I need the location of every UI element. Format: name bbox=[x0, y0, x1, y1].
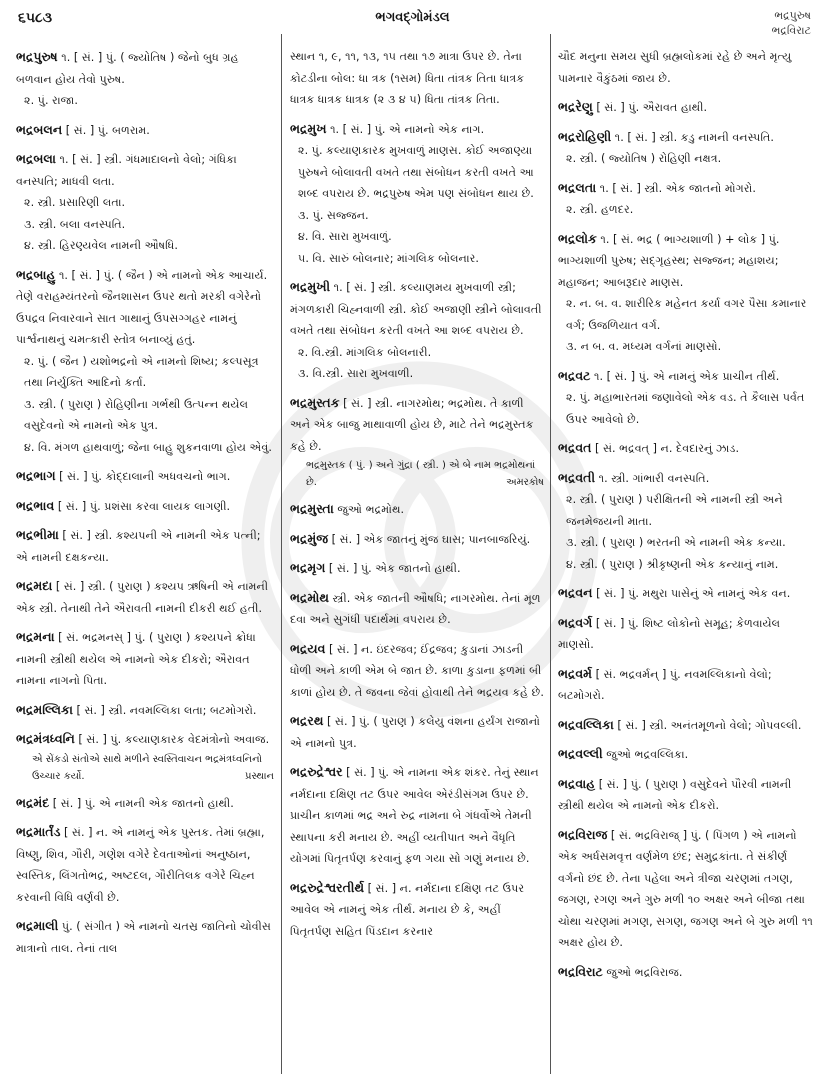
guide-word-last: ભદ્રવિરાટ bbox=[771, 24, 811, 37]
definition: [ સં. ] ન. નર્મદાના દક્ષિણ તટ ઉપર આવેલ એ નામનું એક તીર્થ. મનાય છે કે, અહીં પિતૃતર્પણ સહિત પિંડદાન કરનાર bbox=[290, 881, 525, 938]
headword: ભદ્રવિરાજ bbox=[558, 826, 608, 842]
definition: [ સં. ] સ્ત્રી. નવમલ્લિકા લતા; બટમોગરો. bbox=[76, 703, 257, 717]
usage-quote bbox=[290, 457, 544, 491]
headword: ભદ્રભાવ bbox=[16, 497, 55, 513]
headword: ભદ્રમુસ્તક bbox=[290, 394, 340, 410]
sub-sense: ૨. પું. ( જૈન ) યશોભદ્રનો એ નામનો શિષ્ય; કલ્પસૂત્ર તથા નિર્યુક્તિ આદિનો કર્તા. bbox=[24, 354, 259, 389]
column-divider bbox=[281, 34, 282, 1074]
headword: ભદ્રભીમા bbox=[16, 527, 59, 542]
continued-text: ચૌદ મનુના સમય સુધી બ્રહ્મલોકમાં રહે છે અને મૃત્યુ પામનાર વૈકુંઠમાં જાય છે. bbox=[558, 50, 792, 85]
definition: ૧. [ સં. ભદ્ર ( ભાગ્યશાળી ) + લોક ] પું. ભાગ્યશાળી પુરુષ; સદ્ગૃહસ્થ; સજ્જન; મહાશય; મહાજન; આબરૂદાર માણસ. bbox=[558, 232, 780, 289]
sub-sense: ૫. વિ. સારું બોલનાર; માંગલિક બોલનાર. bbox=[298, 251, 479, 265]
sub-sense: ૩. ન બ. વ. મધ્યમ વર્ગનાં માણસો. bbox=[566, 340, 722, 353]
dictionary-entry bbox=[558, 824, 816, 954]
definition: જુઓ ભદ્રવિરાજ. bbox=[606, 965, 683, 979]
dictionary-entry bbox=[16, 728, 274, 785]
sub-sense: ૪. વિ. મંગળ હાથવાળું; જેના બાહુ શુકનવાળા હોય એવું. bbox=[24, 440, 272, 454]
dictionary-entry bbox=[16, 264, 274, 459]
dictionary-entry bbox=[290, 392, 544, 492]
definition: [ સં. ભદ્રવત્ ] ન. દેવદારનું ઝાડ. bbox=[595, 442, 740, 455]
dictionary-entry bbox=[558, 96, 816, 119]
definition: [ સં. ] પું. એ નામની એક જાતનો હાથી. bbox=[52, 796, 234, 810]
definition: [ સં. ] પું. એ નામના એક શંકર. તેનું સ્થાન નર્મદાના દક્ષિણ તટ ઉપર આવેલ એરંડીસંગમ ઉપર છે. પ્રાચીન કાળમાં ભદ્ર અને રુદ્ર નામના બે ગંધર્વોએ તેમની સ્થાપના કરી મનાય છે. અહીં વ્યતીપાત અને વૈધૃતિ યોગમાં પિતૃતર્પણ કરવાનું ફળ ગયા સો ગણું મનાય છે. bbox=[290, 766, 539, 865]
sub-sense: ૩. વિ.સ્ત્રી. સારા મુખવાળી. bbox=[298, 367, 414, 380]
headword: ભદ્રયવ bbox=[290, 640, 326, 656]
dictionary-entry bbox=[16, 792, 274, 815]
definition: ૧. [ સં. ] પું. ( જૈન ) એ નામનો એક આચાર્ય. તેણે વરાહમ્યંતરનો જૈનશાસન ઉપર થતો મરકી વગેરેનો ઉપદ્રવ નિવારવાને સાત ગાથાનું ઉપસગ્ગહર નામનું પાર્શ્વનાથનું ચમત્કારી સ્તોત્ર બનાવ્યું હતું. bbox=[16, 268, 268, 346]
headword: ભદ્રબલન bbox=[16, 121, 63, 137]
definition: ૧. [ સં. ] સ્ત્રી. એક જાતનો મોગરો. bbox=[599, 181, 756, 195]
sub-sense: ૩. સ્ત્રી. બલા વનસ્પતિ. bbox=[24, 217, 126, 231]
dictionary-entry bbox=[16, 915, 274, 959]
definition: [ સં. ] પું. એક જાતનો હાથી. bbox=[328, 562, 461, 575]
definition: ૧. સ્ત્રી. ગાંભારી વનસ્પતિ. bbox=[598, 471, 710, 485]
headword: ભદ્રરેણુ bbox=[558, 99, 593, 114]
headword: ભદ્રમુખી bbox=[290, 279, 331, 294]
sub-sense: ૪. સ્ત્રી. હિરણ્યવેલ નામની ઔષધિ. bbox=[24, 239, 178, 252]
dictionary-entry bbox=[558, 177, 816, 221]
definition: પું. ( સંગીત ) એ નામનો ચતસ્ર જાતિનો ચોવીસ માત્રાનો તાલ. તેનાં તાલ bbox=[16, 920, 271, 955]
dictionary-entry bbox=[558, 437, 816, 460]
dictionary-entry bbox=[558, 714, 816, 737]
usage-quote bbox=[16, 751, 274, 785]
headword: ભદ્રવલ્લિકા bbox=[558, 716, 614, 732]
sub-sense: ૩. સ્ત્રી. ( પુરાણ ) રોહિણીના ગર્ભથી ઉત્પન્ન થયેલ વસુદેવનો એ નામનો એક પુત્ર. bbox=[24, 397, 249, 432]
definition: ૧. [ સં. ] સ્ત્રી. કડુ નામની વનસ્પતિ. bbox=[614, 130, 774, 144]
definition: [ સં. ] પું. મથુરા પાસેનું એ નામનું એક વન. bbox=[596, 587, 791, 600]
dictionary-entry bbox=[558, 467, 816, 576]
headword: ભદ્રવિરાટ bbox=[558, 963, 603, 979]
dictionary-entry bbox=[558, 743, 816, 766]
headword: ભદ્રમના bbox=[16, 629, 55, 644]
definition: [ સં. ] સ્ત્રી. અનંતમૂળનો વેલો; ગોપવલ્લી. bbox=[617, 718, 802, 732]
sub-sense: ૨. વિ.સ્ત્રી. માંગલિક બોલનારી. bbox=[298, 345, 432, 359]
dictionary-entry bbox=[290, 557, 544, 580]
headword: ભદ્રમોથ bbox=[290, 589, 329, 605]
headword: ભદ્રમદા bbox=[16, 578, 53, 593]
headword: ભદ્રવન bbox=[558, 585, 593, 600]
headword: ભદ્રરુદ્રેશ્વરતીર્થ bbox=[290, 879, 365, 895]
sub-sense: ૩. પું. સજ્જન. bbox=[298, 208, 369, 222]
sub-sense: ૪. સ્ત્રી. ( પુરાણ ) શ્રીકૃષ્ણની એક કન્યાનું નામ. bbox=[566, 557, 779, 571]
dictionary-entry bbox=[16, 148, 274, 257]
headword: ભદ્રલતા bbox=[558, 179, 597, 195]
definition: સ્ત્રી. એક જાતની ઔષધિ; નાગરમોથ. તેનાં મૂળ દવા અને સુગંધી પદાર્થમાં વપરાય છે. bbox=[290, 591, 541, 626]
dictionary-entry bbox=[558, 126, 816, 170]
sub-sense: ૨. સ્ત્રી. પ્રસારિણી લતા. bbox=[24, 196, 126, 209]
dictionary-entry bbox=[290, 761, 544, 870]
running-title: ભગવદ્ગોમંડલ bbox=[375, 10, 450, 25]
definition: [ સં. ] પું. ( પુરાણ ) કલેયુ વંશના હર્યંગ રાજાનો એ નામનો પુત્ર. bbox=[290, 715, 540, 750]
headword: ભદ્રપુરુષ bbox=[16, 49, 58, 64]
headword: ભદ્રરુદ્રેશ્વર bbox=[290, 764, 343, 779]
sub-sense: ૨. ન. બ. વ. શારીરિક મહેનત કર્યા વગર પૈસા કમાનાર વર્ગ; ઉજળિયાત વર્ગ. bbox=[566, 297, 807, 332]
continued-text: સ્થાન ૧, ૯, ૧૧, ૧૩, ૧૫ તથા ૧૭ માત્રા ઉપર છે. તેના કોટડીના બોલ: ધા ત્રક (૧સમ) ધિતા તાંત્રક તિતા ધાત્રક ધાત્રક ધાત્રક ધાત્રક (૨ ૩ ૪ ૫) ધિતા તાંત્રક તિતા. bbox=[290, 50, 525, 106]
definition: [ સં. ] પું. બળરામ. bbox=[65, 123, 150, 137]
definition: જુઓ ભદ્રમોથ. bbox=[337, 503, 405, 516]
headword: ભદ્રવટ bbox=[558, 367, 591, 383]
definition: [ સં. ] સ્ત્રી. ( પુરાણ ) કશ્યપ ઋષિની એ નામની એક સ્ત્રી. તેનાથી તેને ઐરાવતી નામની દીકરી થઈ હતી. bbox=[16, 580, 269, 615]
column-3 bbox=[558, 46, 816, 990]
definition: [ સં. ભદ્રવર્મન્ ] પું. નવમલ્લિકાનો વેલો; બટમોગરો. bbox=[558, 667, 772, 702]
definition: ૧. [ સં. ] સ્ત્રી. ગંધમાદાલનો વેલો; ગંધિકા વનસ્પતિ; માધવી લતા. bbox=[16, 153, 237, 188]
headword: ભદ્રવાહ bbox=[558, 775, 596, 791]
definition: [ સં. ] એક જાતનું મુંજ ઘાસ; પાનબાજરિયું. bbox=[331, 532, 531, 546]
guide-word-first: ભદ્રપુરુષ bbox=[774, 9, 811, 22]
definition: ૧. [ સં. ] પું. એ નામનો એક નાગ. bbox=[330, 122, 485, 136]
dictionary-entry bbox=[290, 528, 544, 551]
dictionary-entry bbox=[558, 663, 816, 707]
dictionary-entry bbox=[16, 524, 274, 568]
headword: ભદ્રરોહિણી bbox=[558, 128, 612, 144]
headword: ભદ્રલોક bbox=[558, 230, 597, 246]
quote-text: એ સેંકડો સંતોએ સાથે મળીને સ્વસ્તિવાચન ભદ્રમંત્રધ્વનિનો ઉચ્ચાર કર્યો. bbox=[32, 753, 263, 782]
definition: ૧. [ સં. ] પું. ( જ્યોતિષ ) જેનો બુધ ગ્રહ બળવાન હોય તેવો પુરુષ. bbox=[16, 51, 239, 86]
dictionary-entry bbox=[16, 821, 274, 908]
page-number: ૬૫૮૩ bbox=[18, 10, 53, 26]
headword: ભદ્રમાર્તંડ bbox=[16, 824, 61, 839]
sub-sense: ૨. પું. કલ્યાણકારક મુખવાળું માણસ. કોઈ અજાણ્યા પુરુષને બોલાવતી વખતે તથા સંબોધન કરતી વખતે આ શબ્દ વપરાય છે. ભદ્રપુરુષ એમ પણ સંબોધન થાય છે. bbox=[298, 144, 534, 200]
dictionary-entry bbox=[558, 612, 816, 656]
dictionary-entry bbox=[290, 118, 544, 270]
quote-source: પ્રસ્થાન bbox=[244, 770, 274, 782]
dictionary-entry bbox=[290, 587, 544, 631]
column-divider bbox=[550, 34, 551, 1074]
headword: ભદ્રવતી bbox=[558, 469, 596, 485]
sub-sense: ૪. વિ. સારા મુખવાળું. bbox=[298, 230, 392, 243]
headword: ભદ્રમલ્લિકા bbox=[16, 701, 73, 717]
quote-text: ભદ્રમુસ્તક ( પું. ) અને ગુંદ્રા ( સ્ત્રી. ) એ બે નામ ભદ્રમોથનાં છે. bbox=[306, 460, 536, 488]
dictionary-entry bbox=[290, 638, 544, 704]
definition: [ સં. ભદ્રવિરાજ્ ] પું. ( પિંગળ ) એ નામનો એક અર્ધસમવૃત્ત વર્ણમેળ છંદ; સમુદ્રકાંતા. તે સંકીર્ણ વર્ગનો છંદ છે. તેના પહેલા અને ત્રીજા ચરણમાં તગણ, જગણ, રગણ અને ગુરુ મળી ૧૦ અક્ષર અને બીજા તથા ચોથા ચરણમાં મગણ, સગણ, જગણ અને બે ગુરુ મળી ૧૧ અક્ષર હોય છે. bbox=[558, 828, 813, 949]
sub-sense: ૨. સ્ત્રી. ( જ્યોતિષ ) રોહિણી નક્ષત્ર. bbox=[566, 152, 722, 165]
sub-sense: ૩. સ્ત્રી. ( પુરાણ ) ભરતની એ નામની એક કન્યા. bbox=[566, 536, 786, 549]
headword: ભદ્રવર્ગ bbox=[558, 614, 593, 630]
sub-sense: ૨. સ્ત્રી. ( પુરાણ ) પરીક્ષિતની એ નામની સ્ત્રી અને જનમેજયની માતા. bbox=[566, 493, 783, 528]
definition: [ સં. ] પું. કલ્યાણકારક વેદમંત્રોનો અવાજ. bbox=[78, 733, 270, 746]
definition: [ સં. ] ન. ઇંદરજવ; ઈંદ્રજવ; કુડાનાં ઝાડની ધોળી અને કાળી એમ બે જાત છે. કાળા કુડાના ફળમાં બી કાળાં હોય છે. તે જવના જેવાં હોવાથી તેને ભદ્રયવ કહે છે. bbox=[290, 642, 544, 699]
guide-words bbox=[772, 8, 811, 38]
definition: [ સં. ] પું. ( પુરાણ ) વસુદેવને પૌરવી નામની સ્ત્રીથી થયેલ એ નામનો એક દીકરો. bbox=[558, 777, 792, 812]
headword: ભદ્રવલ્લી bbox=[558, 746, 603, 761]
dictionary-entry bbox=[290, 276, 544, 385]
definition: [ સં. ] ન. એ નામનું એક પુસ્તક. તેમાં બ્રહ્મા, વિષ્ણુ, શિવ, ગૌરી, ગણેશ વગેરે દેવતાઓનાં અનુષ્ઠાન, સ્વસ્તિક, લિંગતોભદ્ર, અષ્ટદલ, ગૌરીતિલક વગેરે ચિહ્ન કરવાની વિધિ વર્ણવી છે. bbox=[16, 826, 265, 904]
headword: ભદ્રબલા bbox=[16, 151, 56, 166]
dictionary-entry bbox=[290, 498, 544, 521]
headword: ભદ્રમૃગ bbox=[290, 560, 326, 575]
sub-sense: ૨. પું. રાજા. bbox=[24, 94, 78, 107]
headword: ભદ્રમુંજ bbox=[290, 530, 329, 546]
headword: ભદ્રમુખ bbox=[290, 120, 327, 136]
headword: ભદ્રમાલી bbox=[16, 918, 59, 933]
dictionary-entry bbox=[558, 365, 816, 431]
dictionary-entry bbox=[16, 699, 274, 722]
column-2 bbox=[290, 46, 544, 949]
definition: [ સં. ] સ્ત્રી. કશ્યપની એ નામની એક પત્ની; એ નામની દક્ષકન્યા. bbox=[16, 529, 261, 564]
dictionary-entry bbox=[16, 575, 274, 619]
headword: ભદ્રમંત્રધ્વનિ bbox=[16, 731, 75, 746]
page-header bbox=[0, 0, 825, 40]
dictionary-entry bbox=[558, 582, 816, 605]
definition: [ સં. ] પું. ઐરાવત હાથી. bbox=[596, 101, 708, 114]
headword: ભદ્રરથ bbox=[290, 713, 324, 728]
definition: ૧. [ સં. ] સ્ત્રી. કલ્યાણમય મુખવાળી સ્ત્રી; મંગળકારી ચિહ્નવાળી સ્ત્રી. કોઈ અજાણી સ્ત્રીને બોલાવતી વખતે તથા સંબોધન કરતી વખતે આ શબ્દ વપરાય છે. bbox=[290, 281, 542, 337]
dictionary-entry bbox=[16, 495, 274, 518]
quote-source: અમરકોષ bbox=[506, 477, 544, 488]
definition: [ સં. ] પું. પ્રશંસા કરવા લાયક લાગણી. bbox=[57, 499, 231, 513]
column-1 bbox=[16, 46, 274, 966]
headword: ભદ્રમુસ્તા bbox=[290, 501, 334, 516]
headword: ભદ્રમંદ bbox=[16, 794, 50, 810]
headword: ભદ્રવર્મ bbox=[558, 665, 593, 681]
headword: ભદ્રબાહુ bbox=[16, 266, 56, 282]
definition: જુઓ ભદ્રવલ્લિકા. bbox=[606, 748, 689, 761]
dictionary-entry bbox=[16, 46, 274, 112]
dictionary-entry bbox=[558, 961, 816, 984]
dictionary-entry bbox=[16, 465, 274, 488]
headword: ભદ્રભાગ bbox=[16, 468, 56, 483]
definition: [ સં. ભદ્રમનસ્ ] પું. ( પુરાણ ) કશ્યપને ક્રોધા નામની સ્ત્રીથી થયેલ એ નામનો એક દીકરો; ઐરાવત નામના નાગનો પિતા. bbox=[16, 631, 256, 687]
definition: ૧. [ સં. ] પું. એ નામનું એક પ્રાચીન તીર્થ. bbox=[594, 369, 780, 383]
sub-sense: ૨. પું. મહાભારતમાં જણાવેલો એક વડ. તે કૈલાસ પર્વત ઉપર આવેલો છે. bbox=[566, 391, 805, 426]
dictionary-entry bbox=[558, 228, 816, 358]
dictionary-entry bbox=[290, 877, 544, 943]
sub-sense: ૨. સ્ત્રી. હળદર. bbox=[566, 203, 634, 216]
headword: ભદ્રવત bbox=[558, 440, 592, 455]
dictionary-entry bbox=[16, 119, 274, 142]
definition: [ સં. ] સ્ત્રી. નાગરમોથ; ભદ્રમોથ. તે કાળી અને એક બાજુ માથાવાળી હોય છે, માટે તેને ભદ્રમુસ્તક કહે છે. bbox=[290, 396, 534, 453]
dictionary-entry bbox=[290, 710, 544, 754]
definition: [ સં. ] પું. કોદ્દાલાની અધવચનો ભાગ. bbox=[59, 470, 231, 483]
dictionary-entry bbox=[558, 773, 816, 817]
dictionary-entry bbox=[16, 626, 274, 692]
definition: [ સં. ] પું. શિષ્ટ લોકોનો સમૂહ; કેળવાયેલ માણસો. bbox=[558, 616, 781, 651]
